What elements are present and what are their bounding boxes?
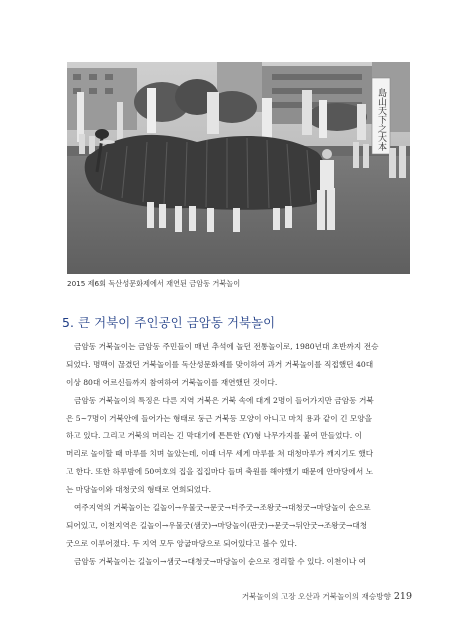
banner-text: 島山天下之大本 — [376, 88, 386, 151]
body-line: 이상 80대 어르신들까지 참여하여 거북놀이를 재연했던 것이다. — [66, 377, 278, 387]
page-number: 219 — [393, 591, 412, 602]
festival-photo — [67, 62, 410, 274]
body-line: 는 마당놀이와 대청굿의 형태로 연희되었다. — [66, 485, 211, 495]
body-line: 금암동 거북놀이는 길놀이→샘굿→대청굿→마당놀이 순으로 정리할 수 있다. 이천이나 여 — [74, 556, 367, 566]
body-line: 되었다. 명맥이 끊겼던 거북놀이를 독산성문화제를 맞이하여 과거 거북놀이를 직접했던 40대 — [66, 359, 374, 369]
page-footer — [232, 591, 412, 602]
body-line: 은 5~7명이 거북안에 들어가는 형태로 둥근 거북등 모양이 아니고 마치 용과 같이 긴 모양을 — [66, 413, 373, 423]
photo-caption: 2015 제6회 독산성문화제에서 재연된 금암동 거북놀이 — [67, 279, 241, 288]
body-line: 여주지역의 거북놀이는 길놀이→우물굿→문굿→터주굿→조왕굿→대청굿→마당놀이 순으로 — [74, 503, 371, 513]
body-text — [66, 338, 416, 571]
body-line: 하고 있다. 그리고 거북의 머리는 긴 막대기에 튼튼한 (Y)형 나무가지를 붙여 만들었다. 이 — [66, 431, 362, 441]
body-line: 머리로 놀이할 때 마루를 치며 놀았는데, 이때 너무 세게 마루를 쳐 대청마루가 깨지기도 했다 — [66, 449, 374, 459]
body-line: 금암동 거북놀이는 금암동 주민들이 매년 추석에 놀던 전통놀이로, 1980년대 초반까지 전승 — [74, 342, 379, 351]
body-line: 금암동 거북놀이의 특징은 다른 지역 거북은 거북 속에 대게 2명이 들어가지만 금암동 거북 — [74, 395, 374, 405]
body-line: 되어있고, 이천지역은 길놀이→우물굿(샘굿)→마당놀이(판굿)→문굿→뒤안굿→조왕굿→대청 — [66, 520, 368, 530]
body-line: 고 한다. 또한 하루밤에 50여호의 집을 집집마다 들며 축원를 해야했기 때문에 안마당에서 노 — [66, 467, 374, 477]
body-line: 굿으로 이루어졌다. 두 지역 모두 앙굽마당으로 되어있다고 볼수 있다. — [66, 538, 297, 548]
section-title: 5. 큰 거북이 주인공인 금암동 거북놀이 — [62, 315, 276, 330]
running-title: 거북놀이의 고장 오산과 거북놀이의 재승방향 — [241, 592, 391, 601]
